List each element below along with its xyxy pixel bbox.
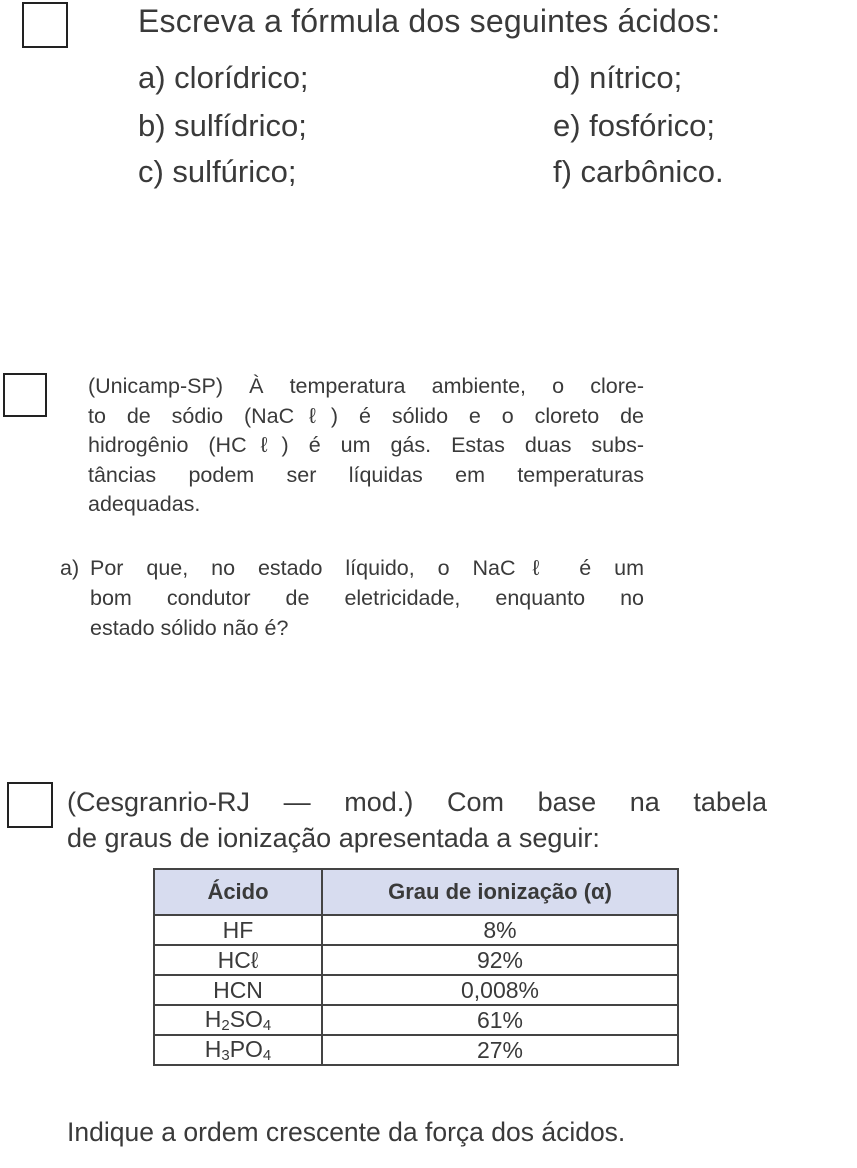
acid-cell: HCN xyxy=(154,975,322,1005)
table-row xyxy=(154,1035,678,1065)
q2-line: to de sódio (NaCℓ) é sólido e o cloreto de xyxy=(88,403,644,428)
question-2-statement xyxy=(88,372,644,520)
ionization-table xyxy=(153,868,679,1066)
table-row xyxy=(154,915,678,945)
q2-sub-line: estado sólido não é? xyxy=(90,616,289,640)
degree-cell: 0,008% xyxy=(322,975,678,1005)
answer-checkbox-1[interactable] xyxy=(22,2,68,48)
q3-line: (Cesgranrio-RJ — mod.) Com base na tabela xyxy=(67,787,767,817)
degree-cell: 8% xyxy=(322,915,678,945)
q1-item-f: f) carbônico. xyxy=(553,154,724,189)
q1-item-b: b) sulfídrico; xyxy=(138,108,307,143)
q2-sub-label: a) xyxy=(60,556,80,580)
q1-item-e: e) fosfórico; xyxy=(553,108,715,143)
answer-checkbox-2[interactable] xyxy=(3,373,47,417)
q2-line: tâncias podem ser líquidas em temperaturas xyxy=(88,462,644,487)
table-row xyxy=(154,945,678,975)
q3-line: de graus de ionização apresentada a seguir: xyxy=(67,823,600,853)
header-ionization-degree: Grau de ionização (α) xyxy=(322,869,678,915)
acid-cell: $H_2SO_4$ xyxy=(154,1005,322,1035)
question-3-statement xyxy=(67,784,767,856)
q2-line: hidrogênio (HCℓ) é um gás. Estas duas subs- xyxy=(88,433,644,458)
question-1-title: Escreva a fórmula dos seguintes ácidos: xyxy=(138,3,721,39)
table-row xyxy=(154,1005,678,1035)
question-3-instruction: Indique a ordem crescente da força dos ácidos. xyxy=(67,1117,626,1147)
q1-item-d: d) nítrico; xyxy=(553,60,683,95)
acid-cell: HF xyxy=(154,915,322,945)
degree-cell: 27% xyxy=(322,1035,678,1065)
answer-checkbox-3[interactable] xyxy=(7,782,53,828)
table-header-row xyxy=(154,869,678,915)
q1-item-c: c) sulfúrico; xyxy=(138,154,297,189)
q2-line: adequadas. xyxy=(88,492,201,517)
q2-line: (Unicamp-SP) À temperatura ambiente, o clore- xyxy=(88,374,644,398)
question-2-item-a xyxy=(60,553,644,643)
q1-item-a: a) clorídrico; xyxy=(138,60,309,95)
degree-cell: 61% xyxy=(322,1005,678,1035)
degree-cell: 92% xyxy=(322,945,678,975)
header-acid: Ácido xyxy=(154,869,322,915)
q2-sub-line: bom condutor de eletricidade, enquanto no xyxy=(90,586,644,610)
acid-cell: HCℓ xyxy=(154,945,322,975)
table-row xyxy=(154,975,678,1005)
acid-cell: $H_3PO_4$ xyxy=(154,1035,322,1065)
q2-sub-line: Por que, no estado líquido, o NaCℓ é um xyxy=(90,556,644,580)
